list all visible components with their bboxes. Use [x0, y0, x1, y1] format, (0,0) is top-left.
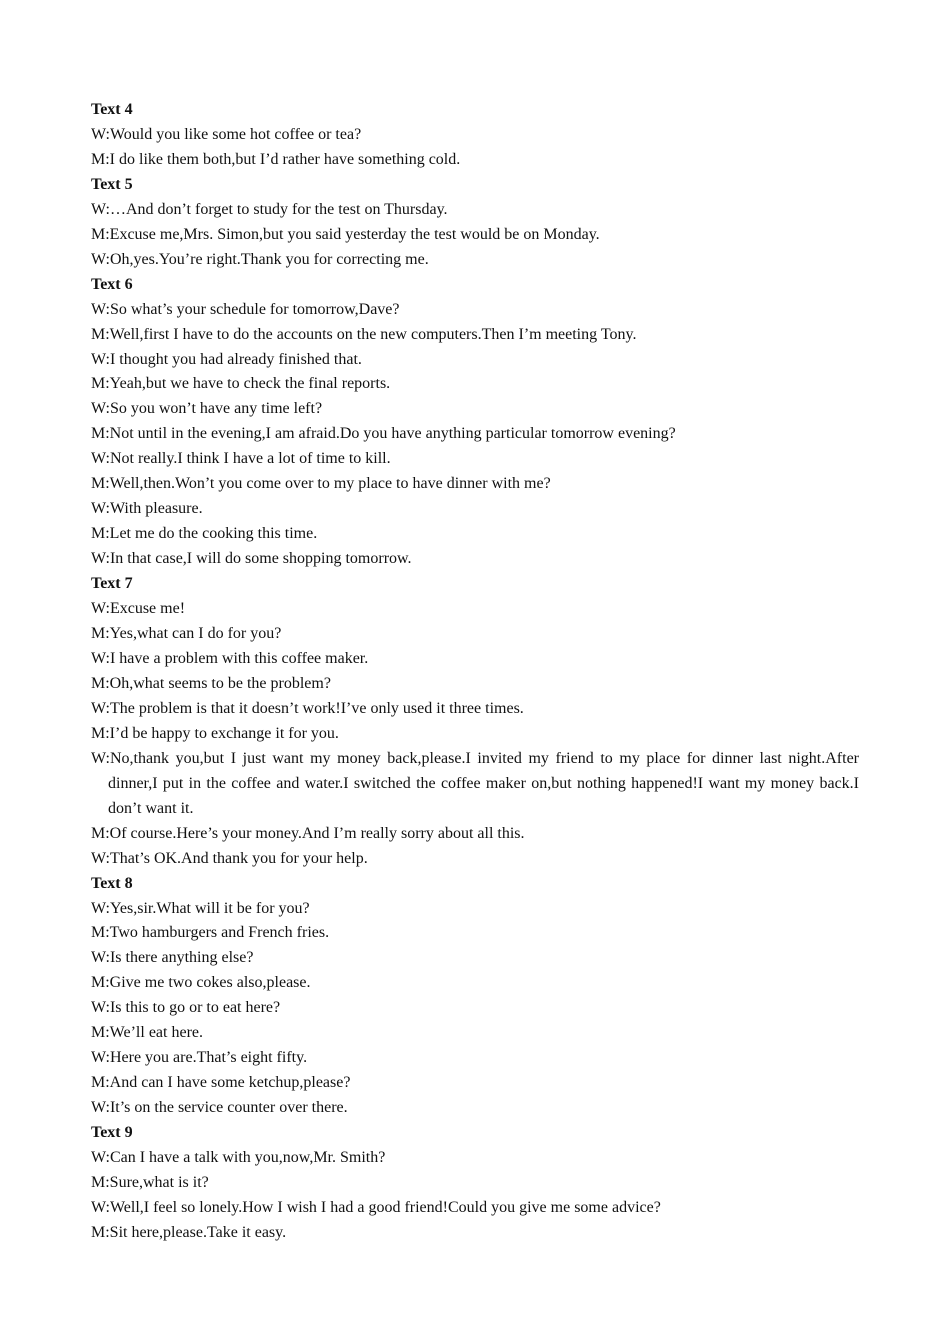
dialogue-line: W:Excuse me!: [91, 600, 186, 618]
section-heading: Text 8: [91, 874, 133, 892]
dialogue-line: W:I have a problem with this coffee maker.: [91, 649, 369, 667]
section-text-9: [91, 1121, 859, 1246]
dialogue-line: M:Oh,what seems to be the problem?: [91, 674, 331, 692]
dialogue-line: M:Yeah,but we have to check the final reports.: [91, 375, 391, 393]
dialogue-line: M:Give me two cokes also,please.: [91, 974, 311, 992]
dialogue-line: W:…And don’t forget to study for the test on Thursday.: [91, 200, 448, 218]
dialogue-line: W:Is this to go or to eat here?: [91, 999, 281, 1017]
section-heading: Text 6: [91, 275, 133, 293]
dialogue-line: M:Sure,what is it?: [91, 1173, 209, 1191]
dialogue-line: M:Excuse me,Mrs. Simon,but you said yesterday the test would be on Monday.: [91, 225, 600, 243]
dialogue-line: W:So what’s your schedule for tomorrow,Dave?: [91, 300, 400, 318]
dialogue-line: W:It’s on the service counter over there.: [91, 1099, 348, 1117]
section-heading: Text 7: [91, 575, 133, 593]
section-text-4: [91, 98, 859, 173]
section-heading: Text 5: [91, 175, 133, 193]
dialogue-line: W:Not really.I think I have a lot of time to kill.: [91, 450, 391, 468]
dialogue-line: W:Yes,sir.What will it be for you?: [91, 899, 310, 917]
section-heading: Text 4: [91, 101, 133, 118]
section-text-5: [91, 173, 859, 273]
document-page: [91, 98, 859, 1246]
dialogue-line: M:Yes,what can I do for you?: [91, 625, 282, 643]
dialogue-line: M:We’ll eat here.: [91, 1024, 203, 1042]
dialogue-line: M:Well,first I have to do the accounts on the new computers.Then I’m meeting Tony.: [91, 325, 637, 343]
dialogue-line: W:Oh,yes.You’re right.Thank you for correcting me.: [91, 250, 429, 268]
dialogue-line: W:So you won’t have any time left?: [91, 400, 323, 418]
dialogue-line: W:The problem is that it doesn’t work!I’ve only used it three times.: [91, 699, 524, 717]
dialogue-line: W:Well,I feel so lonely.How I wish I had a good friend!Could you give me some advice?: [91, 1198, 661, 1216]
dialogue-line: W:I thought you had already finished that.: [91, 350, 362, 368]
dialogue-line: M:Of course.Here’s your money.And I’m really sorry about all this.: [91, 824, 525, 842]
section-heading: Text 9: [91, 1124, 133, 1142]
dialogue-line: M:Not until in the evening,I am afraid.Do you have anything particular tomorrow evening?: [91, 425, 676, 443]
dialogue-line: M:I do like them both,but I’d rather have something cold.: [91, 150, 461, 168]
section-text-6: [91, 273, 859, 572]
dialogue-line: M:Two hamburgers and French fries.: [91, 924, 330, 942]
dialogue-line: W:Is there anything else?: [91, 949, 254, 967]
dialogue-line: W:Here you are.That’s eight fifty.: [91, 1049, 308, 1067]
dialogue-line: W:That’s OK.And thank you for your help.: [91, 849, 368, 867]
dialogue-line: M:Let me do the cooking this time.: [91, 525, 318, 543]
dialogue-line: M:I’d be happy to exchange it for you.: [91, 724, 339, 742]
section-text-7: [91, 572, 859, 871]
dialogue-line: M:Well,then.Won’t you come over to my place to have dinner with me?: [91, 475, 551, 493]
dialogue-line: W:Can I have a talk with you,now,Mr. Smith?: [91, 1149, 386, 1167]
dialogue-line: W:Would you like some hot coffee or tea?: [91, 125, 362, 143]
dialogue-line: M:And can I have some ketchup,please?: [91, 1074, 351, 1092]
dialogue-line: M:Sit here,please.Take it easy.: [91, 1223, 287, 1241]
section-text-8: [91, 872, 859, 1122]
dialogue-line: W:With pleasure.: [91, 500, 203, 518]
dialogue-line: W:No,thank you,but I just want my money back,please.I invited my friend to my place for dinner last night.After dinner,I put in the coffee and water.I switched the coffee maker on,but nothing happened!I want my money back.I don’t want it.: [91, 749, 859, 817]
dialogue-line: W:In that case,I will do some shopping tomorrow.: [91, 550, 412, 568]
